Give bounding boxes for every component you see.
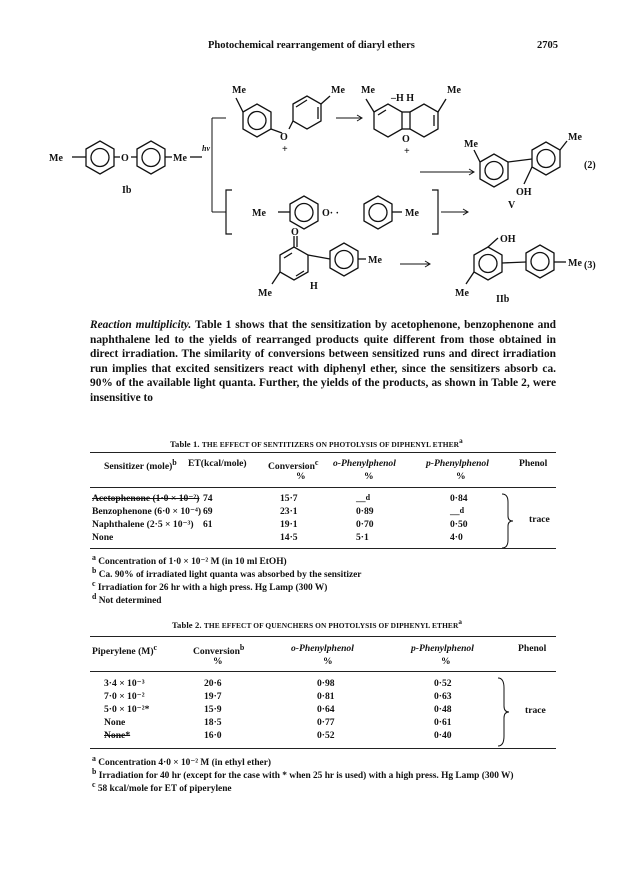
t2-r4-conversion: 16·0	[204, 730, 222, 741]
label-me-fused-2: Me	[447, 85, 461, 96]
label-o-upper: O	[280, 132, 288, 143]
table2-caption-mark: a	[458, 618, 463, 626]
t2-h-phenol: Phenol	[518, 643, 547, 654]
t1-unit-conversion: %	[296, 471, 306, 482]
label-o-dienone: O	[291, 227, 299, 238]
table1-caption	[170, 437, 463, 449]
t1-footnote-c: $^c$ Irradiation for 26 hr with a high press. Hg Lamp (300 W)	[92, 579, 328, 594]
t2-r4-ophenyl: 0·52	[317, 730, 335, 741]
t2-r1-piperylene: 7·0 × 10⁻²	[104, 691, 145, 702]
t2-phenol-trace: trace	[525, 705, 546, 716]
reaction-scheme	[0, 0, 624, 310]
label-me-dienone: Me	[258, 288, 272, 299]
label-me-upper-1: Me	[232, 85, 246, 96]
t2-trace-brace	[496, 676, 512, 748]
t2-r3-piperylene: None	[104, 717, 126, 728]
t2-r1-conversion: 19·7	[204, 691, 222, 702]
label-me-radical-2: Me	[405, 208, 419, 219]
t2-r3-conversion: 18·5	[204, 717, 222, 728]
paragraph-lead: Reaction multiplicity.	[90, 319, 192, 331]
t1-h-phenol: Phenol	[519, 458, 548, 469]
t1-trace-brace	[500, 492, 516, 550]
label-hv: hν	[202, 144, 210, 153]
t1-phenol-trace: trace	[529, 514, 550, 525]
t2-r1-pphenyl: 0·63	[434, 691, 452, 702]
v-ring-1	[480, 154, 508, 187]
label-me-v-2: Me	[568, 132, 582, 143]
t2-r2-conversion: 15·9	[204, 704, 222, 715]
dienone-ring	[280, 247, 308, 280]
upper-ring-2	[293, 96, 321, 129]
t2-h-piperylene: Piperylene $(M)^c$	[92, 643, 158, 658]
label-plus-2: +	[404, 146, 410, 157]
label-me-fused-1: Me	[361, 85, 375, 96]
upper-ring-1	[243, 104, 271, 137]
table1-bottom-rule	[90, 548, 556, 549]
v-ring-2	[532, 142, 560, 175]
t2-footnote-a: $^a$ Concentration 4·0 × 10⁻² M (in ethyl ether)	[92, 754, 271, 769]
table2-bottom-rule	[90, 748, 556, 749]
t1-unit-pphenyl: %	[456, 471, 466, 482]
running-title: Photochemical rearrangement of diaryl ethers	[208, 40, 415, 51]
label-hh: –H H	[391, 93, 415, 104]
label-oh-v: OH	[516, 187, 532, 198]
t2-r2-ophenyl: 0·64	[317, 704, 335, 715]
t1-r2-sensitizer: Naphthalene (2·5 × 10⁻³)	[92, 519, 194, 530]
t1-r3-pphenyl: 4·0	[450, 532, 463, 543]
table2-header-rule	[90, 671, 556, 672]
scheme-structures	[72, 96, 567, 284]
scheme-labels	[49, 85, 596, 305]
t1-h-conversion: Conversion$^c$	[268, 458, 319, 473]
t1-h-et: ET(kcal/mole)	[188, 458, 247, 469]
label-o-fused: O	[402, 134, 410, 145]
t1-unit-ophenyl: %	[364, 471, 374, 482]
t1-h-ophenyl: o-Phenylphenol	[333, 458, 396, 469]
ib-ring-left	[86, 141, 114, 174]
table1-top-rule	[90, 452, 556, 453]
t2-unit-pphenyl: %	[441, 656, 451, 667]
radical-ring-2	[364, 196, 392, 229]
t1-r3-conversion: 14·5	[280, 532, 298, 543]
fused-ring-1	[374, 104, 402, 137]
t1-r2-conversion: 19·1	[280, 519, 298, 530]
label-plus-1: +	[282, 144, 288, 155]
t2-r0-ophenyl: 0·98	[317, 678, 335, 689]
label-me-v-1: Me	[464, 139, 478, 150]
t1-r0-conversion: 15·7	[280, 493, 298, 504]
t1-r0-et: 74	[203, 493, 213, 504]
t1-r0-sensitizer: Acetophenone (1·0 × 10⁻²)	[92, 493, 200, 504]
t1-r0-ophenyl: —$^d$	[356, 493, 371, 508]
label-oh-iib: OH	[500, 234, 516, 245]
label-radical-dots: O· ·	[322, 208, 339, 219]
table2-caption-prefix: Table 2.	[172, 619, 202, 630]
t1-r2-et: 61	[203, 519, 213, 530]
t2-r0-pphenyl: 0·52	[434, 678, 452, 689]
iib-ring-1	[474, 247, 502, 280]
table1-caption-text: THE EFFECT OF SENTITIZERS ON PHOTOLYSIS OF DIPHENYL ETHER	[201, 439, 460, 449]
label-me-upper-2: Me	[331, 85, 345, 96]
t1-footnote-d: $^d$ Not determined	[92, 592, 162, 607]
t2-h-pphenyl: p-Phenylphenol	[411, 643, 474, 654]
t2-footnote-c: $^c$ 58 kcal/mole for ET of piperylene	[92, 780, 232, 795]
table1-header-rule	[90, 487, 556, 488]
t2-r2-pphenyl: 0·48	[434, 704, 452, 715]
paragraph-body: Table 1 shows that the sensitization by acetophenone, benzophenone and naphthalene led to the yields of rearranged products quite different from those obtained in direct irradiation. The similarity of conversions between sensitized runs and direct irradiation run implies that excited sensitizers react with diphenyl ether, since the sensitizers absorb ca. 90% of the available light quanta. Further, the yields of the products, as shown in Table 2, were insensitive to	[90, 319, 556, 404]
label-eq3: (3)	[584, 260, 596, 271]
table2-caption-text: THE EFFECT OF QUENCHERS ON PHOTOLYSIS OF DIPHENYL ETHER	[203, 620, 459, 630]
t1-r3-ophenyl: 5·1	[356, 532, 369, 543]
t1-r2-pphenyl: 0·50	[450, 519, 468, 530]
t2-footnote-b: $^b$ Irradiation for 40 hr (except for the case with * when 25 hr is used) with a high press. Hg Lamp (300 W)	[92, 767, 514, 782]
table2-caption	[172, 618, 462, 630]
label-eq2: (2)	[584, 160, 596, 171]
t1-r1-conversion: 23·1	[280, 506, 298, 517]
label-me-iib-1: Me	[455, 288, 469, 299]
table1-caption-mark: a	[459, 437, 463, 445]
label-me-iib-2: Me	[568, 258, 582, 269]
table1-caption-prefix: Table 1.	[170, 438, 200, 449]
t2-h-ophenyl: o-Phenylphenol	[291, 643, 354, 654]
t1-r3-sensitizer: None	[92, 532, 114, 543]
t1-h-pphenyl: p-Phenylphenol	[426, 458, 489, 469]
label-compound-iib: IIb	[496, 294, 510, 305]
body-paragraph	[90, 318, 556, 406]
label-compound-v: V	[508, 200, 516, 211]
t2-r4-pphenyl: 0·40	[434, 730, 452, 741]
t2-r2-piperylene: 5·0 × 10⁻²*	[104, 704, 150, 715]
t2-r3-pphenyl: 0·61	[434, 717, 452, 728]
t2-r0-conversion: 20·6	[204, 678, 222, 689]
t1-r2-ophenyl: 0·70	[356, 519, 374, 530]
label-h-dienone: H	[310, 281, 318, 292]
t2-r4-piperylene: None*	[104, 730, 131, 741]
t1-r1-pphenyl: —$^d$	[450, 506, 465, 521]
page-number: 2705	[537, 40, 558, 51]
dienone-aryl	[330, 243, 358, 276]
t1-footnote-b: $^b$ Ca. 90% of irradiated light quanta was absorbed by the sensitizer	[92, 566, 362, 581]
iib-ring-2	[526, 245, 554, 278]
t2-unit-conversion: %	[213, 656, 223, 667]
t1-r0-pphenyl: 0·84	[450, 493, 468, 504]
t2-r1-ophenyl: 0·81	[317, 691, 335, 702]
t2-r3-ophenyl: 0·77	[317, 717, 335, 728]
label-compound-ib: Ib	[122, 185, 132, 196]
t2-h-conversion: Conversion$^b$	[193, 643, 245, 658]
label-me-ib-left: Me	[49, 153, 63, 164]
t2-r0-piperylene: 3·4 × 10⁻³	[104, 678, 145, 689]
t1-h-sensitizer: Sensitizer (mole)$^b$	[104, 458, 177, 473]
table2-top-rule	[90, 636, 556, 637]
ib-ring-right	[137, 141, 165, 174]
radical-ring-1	[290, 196, 318, 229]
t1-r1-ophenyl: 0·89	[356, 506, 374, 517]
t2-unit-ophenyl: %	[323, 656, 333, 667]
t1-footnote-a: $^a$ Concentration of 1·0 × 10⁻² M (in 10 ml EtOH)	[92, 553, 287, 568]
label-me-dienone-aryl: Me	[368, 255, 382, 266]
t1-r1-et: 69	[203, 506, 213, 517]
t1-r1-sensitizer: Benzophenone (6·0 × 10⁻⁴)	[92, 506, 202, 517]
label-me-radical-1: Me	[252, 208, 266, 219]
label-o-ib: O	[121, 153, 129, 164]
label-me-ib-right: Me	[173, 153, 187, 164]
